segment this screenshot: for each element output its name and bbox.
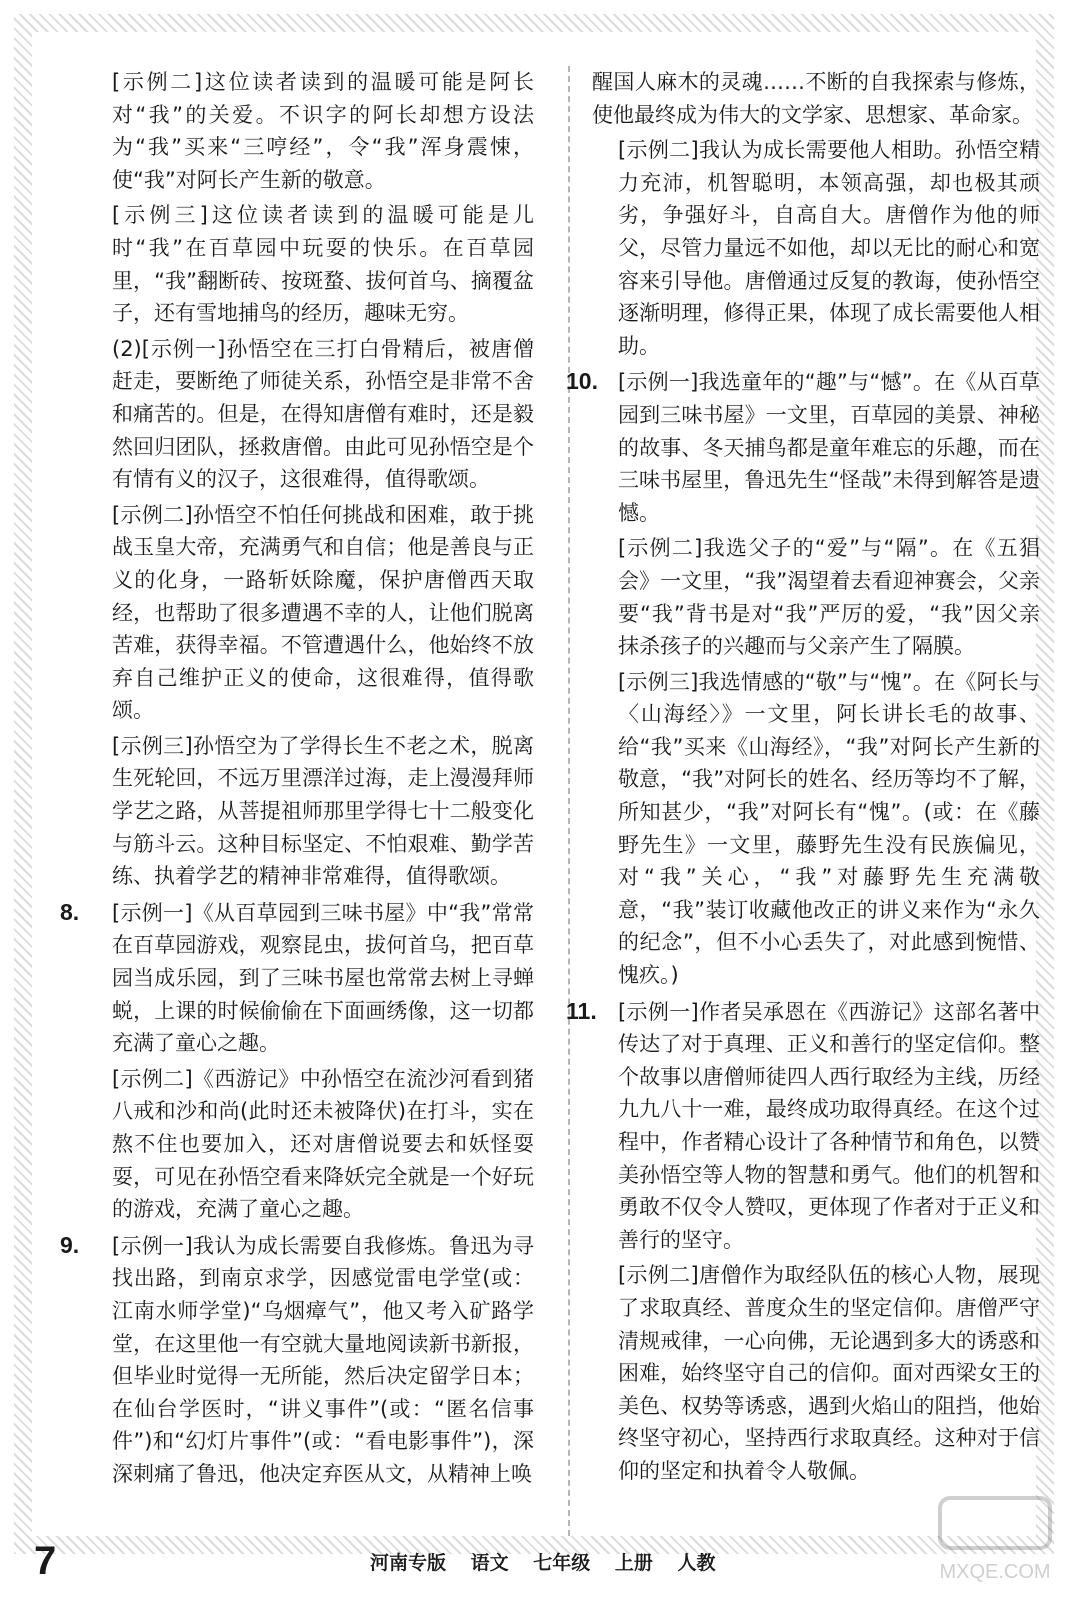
answer-text: [示例三]这位读者读到的温暖可能是儿时“我”在百草园中玩耍的快乐。在百草园里，“我”翻断砖、按斑蝥、拔何首乌、摘覆盆子，还有雪地捕鸟的经历，趣味无穷。 bbox=[112, 203, 534, 326]
answer-paragraph bbox=[86, 333, 534, 496]
left-column bbox=[60, 66, 534, 1494]
answer-paragraph bbox=[86, 499, 534, 727]
answer-paragraph bbox=[566, 995, 1040, 1257]
answer-text: 醒国人麻木的灵魂……不断的自我探索与修炼，使他最终成为伟大的文学家、思想家、革命家。 bbox=[592, 70, 1040, 127]
page-number: 7 bbox=[34, 1539, 57, 1583]
watermark-text: MXQE.COM bbox=[939, 1561, 1051, 1583]
answer-paragraph bbox=[592, 666, 1040, 992]
answer-paragraph bbox=[86, 66, 534, 196]
question-number: 10. bbox=[566, 368, 598, 395]
watermark-logo bbox=[920, 1490, 1070, 1590]
answer-text: [示例二]孙悟空不怕任何挑战和困难，敢于挑战玉皇大帝，充满勇气和自信；他是善良与正义的化身，一路斩妖除魔，保护唐僧西天取经，也帮助了很多遭遇不幸的人，让他们脱离苦难，获得幸福。不管遭遇什么，他始终不放弃自己维护正义的使命，这很难得，值得歌颂。 bbox=[112, 502, 534, 723]
answer-paragraph bbox=[592, 134, 1040, 362]
answer-text: [示例二]这位读者读到的温暖可能是阿长对“我”的关爱。不识字的阿长却想方设法为“我”买来“三哼经”，令“我”浑身震悚，使“我”对阿长产生新的敬意。 bbox=[112, 70, 534, 192]
answer-text: [示例二]唐僧作为取经队伍的核心人物，展现了求取真经、普度众生的坚定信仰。唐僧严守清规戒律，一心向佛，无论遇到多大的诱惑和困难，始终坚守自己的信仰。面对西梁女王的美色、权势等诱惑，遇到火焰山的阻挡，他始终坚守初心，坚持西行求取真经。这种对于信仰的坚定和执着令人敬佩。 bbox=[618, 1263, 1040, 1483]
answer-text: [示例二]我认为成长需要他人相助。孙悟空精力充沛，机智聪明，本领高强，却也极其顽劣，争强好斗，自高自大。唐僧作为他的师父，尽管力量远不如他，却以无比的耐心和宽容来引导他。唐僧通过反复的教诲，使孙悟空逐渐明理，修得正果，体现了成长需要他人相助。 bbox=[618, 138, 1040, 358]
answer-paragraph bbox=[60, 896, 534, 1060]
answer-text: [示例三]我选情感的“敬”与“愧”。在《阿长与〈山海经〉》一文里，阿长讲长毛的故事、给“我”买来《山海经》，“我”对阿长产生新的敬意，“我”对阿长的姓名、经历等均不了解，所知甚少，“我”对阿长有“愧”。(或：在《藤野先生》一文里，藤野先生没有民族偏见，对“我”关心，“我”对藤野先生充满敬意，“我”装订收藏他改正的讲义来作为“永久的纪念”，但不小心丢失了，对此感到惋惜、愧疚。) bbox=[618, 669, 1040, 988]
footer-book-info: 河南专版 语文 七年级 上册 人教 bbox=[370, 1552, 716, 1574]
answer-paragraph bbox=[566, 365, 1040, 529]
answer-paragraph bbox=[592, 532, 1040, 662]
answer-text: [示例一]作者吴承恩在《西游记》这部名著中传达了对于真理、正义和善行的坚定信仰。整个故事以唐僧师徒四人西行取经为主线，历经九九八十一难，最终成功取得真经。在这个过程中，作者精心设计了各种情节和角色，以赞美孙悟空等人物的智慧和勇气。他们的机智和勇敢不仅令人赞叹，更体现了作者对于正义和善行的坚守。 bbox=[618, 999, 1040, 1252]
answer-text: [示例一]我选童年的“趣”与“憾”。在《从百草园到三味书屋》一文里，百草园的美景、神秘的故事、冬天捕鸟都是童年难忘的乐趣，而在三味书屋里，鲁迅先生“怪哉”未得到解答是遗憾。 bbox=[618, 370, 1040, 525]
answer-text: [示例三]孙悟空为了学得长生不老之术，脱离生死轮回，不远万里漂洋过海，走上漫漫拜师学艺之路，从菩提祖师那里学得七十二般变化与筋斗云。这种目标坚定、不怕艰难、勤学苦练、执着学艺的精神非常难得，值得歌颂。 bbox=[112, 733, 534, 889]
answer-paragraph bbox=[86, 1063, 534, 1226]
answer-text: [示例二]《西游记》中孙悟空在流沙河看到猪八戒和沙和尚(此时还未被降伏)在打斗，实在熬不住也要加入，还对唐僧说要去和妖怪耍耍，可见在孙悟空看来降妖完全就是一个好玩的游戏，充满了童心之趣。 bbox=[112, 1066, 534, 1222]
question-number: 9. bbox=[60, 1231, 80, 1258]
answer-paragraph bbox=[60, 1229, 534, 1491]
answer-text: (2)[示例一]孙悟空在三打白骨精后，被唐僧赶走，要断绝了师徒关系，孙悟空是非常不舍和痛苦的。但是，在得知唐僧有难时，还是毅然回归团队，拯救唐僧。由此可见孙悟空是个有情有义的汉子，这很难得，值得歌颂。 bbox=[112, 336, 534, 492]
answer-text: [示例二]我选父子的“爱”与“隔”。在《五猖会》一文里，“我”渴望着去看迎神赛会，父亲要“我”背书是对“我”严厉的爱，“我”因父亲抹杀孩子的兴趣而与父亲产生了隔膜。 bbox=[618, 536, 1040, 659]
answer-text: [示例一]我认为成长需要自我修炼。鲁迅为寻找出路，到南京求学，因感觉雷电学堂(或：江南水师学堂)“乌烟瘴气”，他又考入矿路学堂，在这里他一有空就大量地阅读新书新报，但毕业时觉得一无所能，然后决定留学日本；在仙台学医时，“讲义事件”(或：“匿名信事件”)和“幻灯片事件”(或：“看电影事件”)，深深刺痛了鲁迅，他决定弃医从文，从精神上唤 bbox=[112, 1233, 534, 1486]
answer-paragraph bbox=[592, 66, 1040, 131]
column-divider bbox=[568, 66, 570, 1536]
question-number: 11. bbox=[566, 997, 597, 1024]
answer-paragraph bbox=[86, 730, 534, 893]
question-number: 8. bbox=[60, 898, 80, 925]
answer-text: [示例一]《从百草园到三味书屋》中“我”常常在百草园游戏，观察昆虫，拔何首乌，把百草园当成乐园，到了三味书屋也常常去树上寻蝉蜕，上课的时候偷偷在下面画绣像，这一切都充满了童心之趣。 bbox=[112, 900, 534, 1056]
answer-paragraph bbox=[592, 1259, 1040, 1487]
answer-paragraph bbox=[86, 199, 534, 329]
right-column bbox=[566, 66, 1040, 1491]
